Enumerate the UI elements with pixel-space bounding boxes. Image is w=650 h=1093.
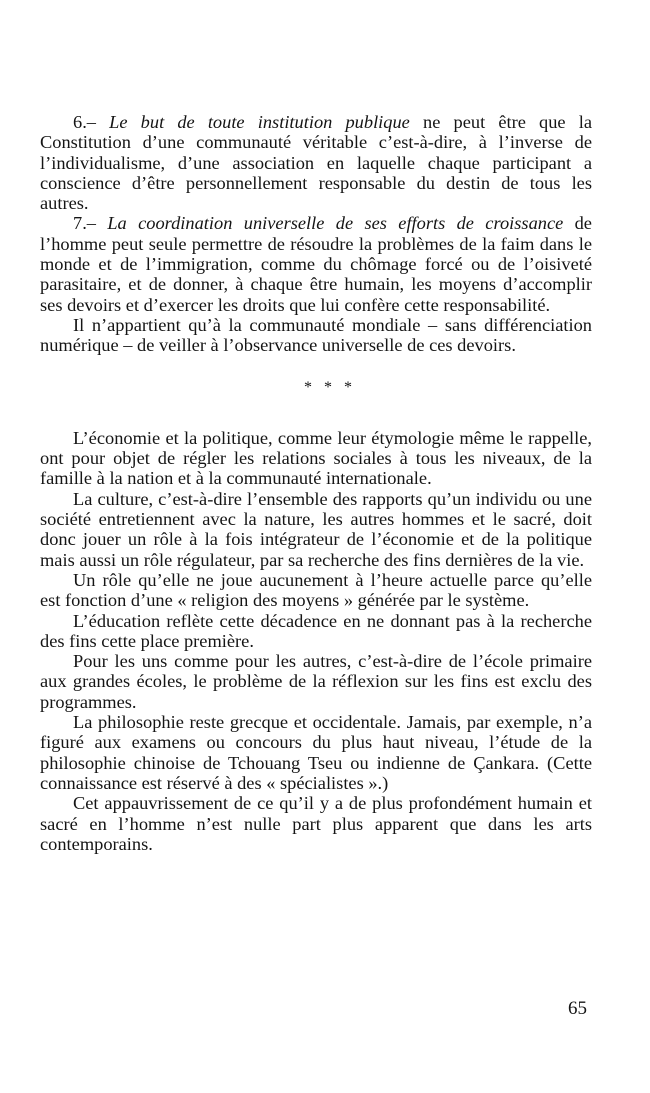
paragraph-emphasis: Le but de toute institution publique — [109, 112, 410, 132]
page-number: 65 — [568, 998, 587, 1019]
paragraph-arts: Cet appauvrissement de ce qu’il y a de plus profondément humain et sacré en l’homme n’est nulle part plus apparent que dans les arts contemporains. — [40, 793, 592, 854]
page-body — [40, 112, 592, 854]
paragraph-7 — [40, 213, 592, 314]
paragraph-text: Il n’appartient qu’à la communauté mondiale – sans différenciation numérique – de veiller à l’observance universelle de ces devoirs. — [40, 314, 592, 356]
paragraph-economie: L’économie et la politique, comme leur étymologie même le rappelle, ont pour objet de régler les relations sociales à tous les niveaux, de la famille à la nation et à la communauté internationale. — [40, 427, 592, 489]
paragraph-emphasis: La coordination universelle de ses efforts de croissance — [107, 213, 564, 234]
paragraph-ecoles: Pour les uns comme pour les autres, c’est-à-dire de l’école primaire aux grandes écoles, le problème de la réflexion sur les fins est exclu des programmes. — [40, 651, 592, 712]
paragraph-role: Un rôle qu’elle ne joue aucunement à l’heure actuelle parce qu’elle est fonction d’une « religion des moyens » générée par le système. — [40, 569, 592, 611]
paragraph-lead: 6.– — [73, 112, 110, 132]
paragraph-6 — [40, 112, 592, 213]
paragraph-text: de l’homme peut seule permettre de résoudre la problèmes de la faim dans le monde et de l’immigration, comme du chômage forcé ou de l’oisiveté parasitaire, et de donner, à chaque être humain, les moyens d’accomplir ses devoirs et d’exercer les droits que lui confère cette responsabilité. — [40, 213, 592, 315]
section-break: * * * — [304, 378, 356, 396]
paragraph-lead: 7.– — [73, 213, 108, 234]
paragraph-text: ne peut être que la Constitution d’une communauté véritable c’est-à-dire, à l’inverse de l’individualisme, d’une association en laquelle chaque participant a conscience d’être personnellement responsable du destin de tous les autres. — [40, 112, 592, 214]
paragraph-philosophie: La philosophie reste grecque et occidentale. Jamais, par exemple, n’a figuré aux examens ou concours du plus haut niveau, l’étude de la philosophie chinoise de Tchouang Tseu ou indienne de Çankara. (Cette connaissance est réservé à des « spécialistes ».) — [40, 712, 592, 793]
paragraph-education: L’éducation reflète cette décadence en ne donnant pas à la recherche des fins cette place première. — [40, 610, 592, 651]
paragraph-communaute — [40, 315, 592, 356]
paragraph-culture: La culture, c’est-à-dire l’ensemble des rapports qu’un individu ou une société entretiennent avec la nature, les autres hommes et le sacré, doit donc jouer un rôle à la fois intégrateur de l’économie et de la politique mais aussi un rôle régulateur, par sa recherche des fins dernières de la vie. — [40, 488, 592, 570]
